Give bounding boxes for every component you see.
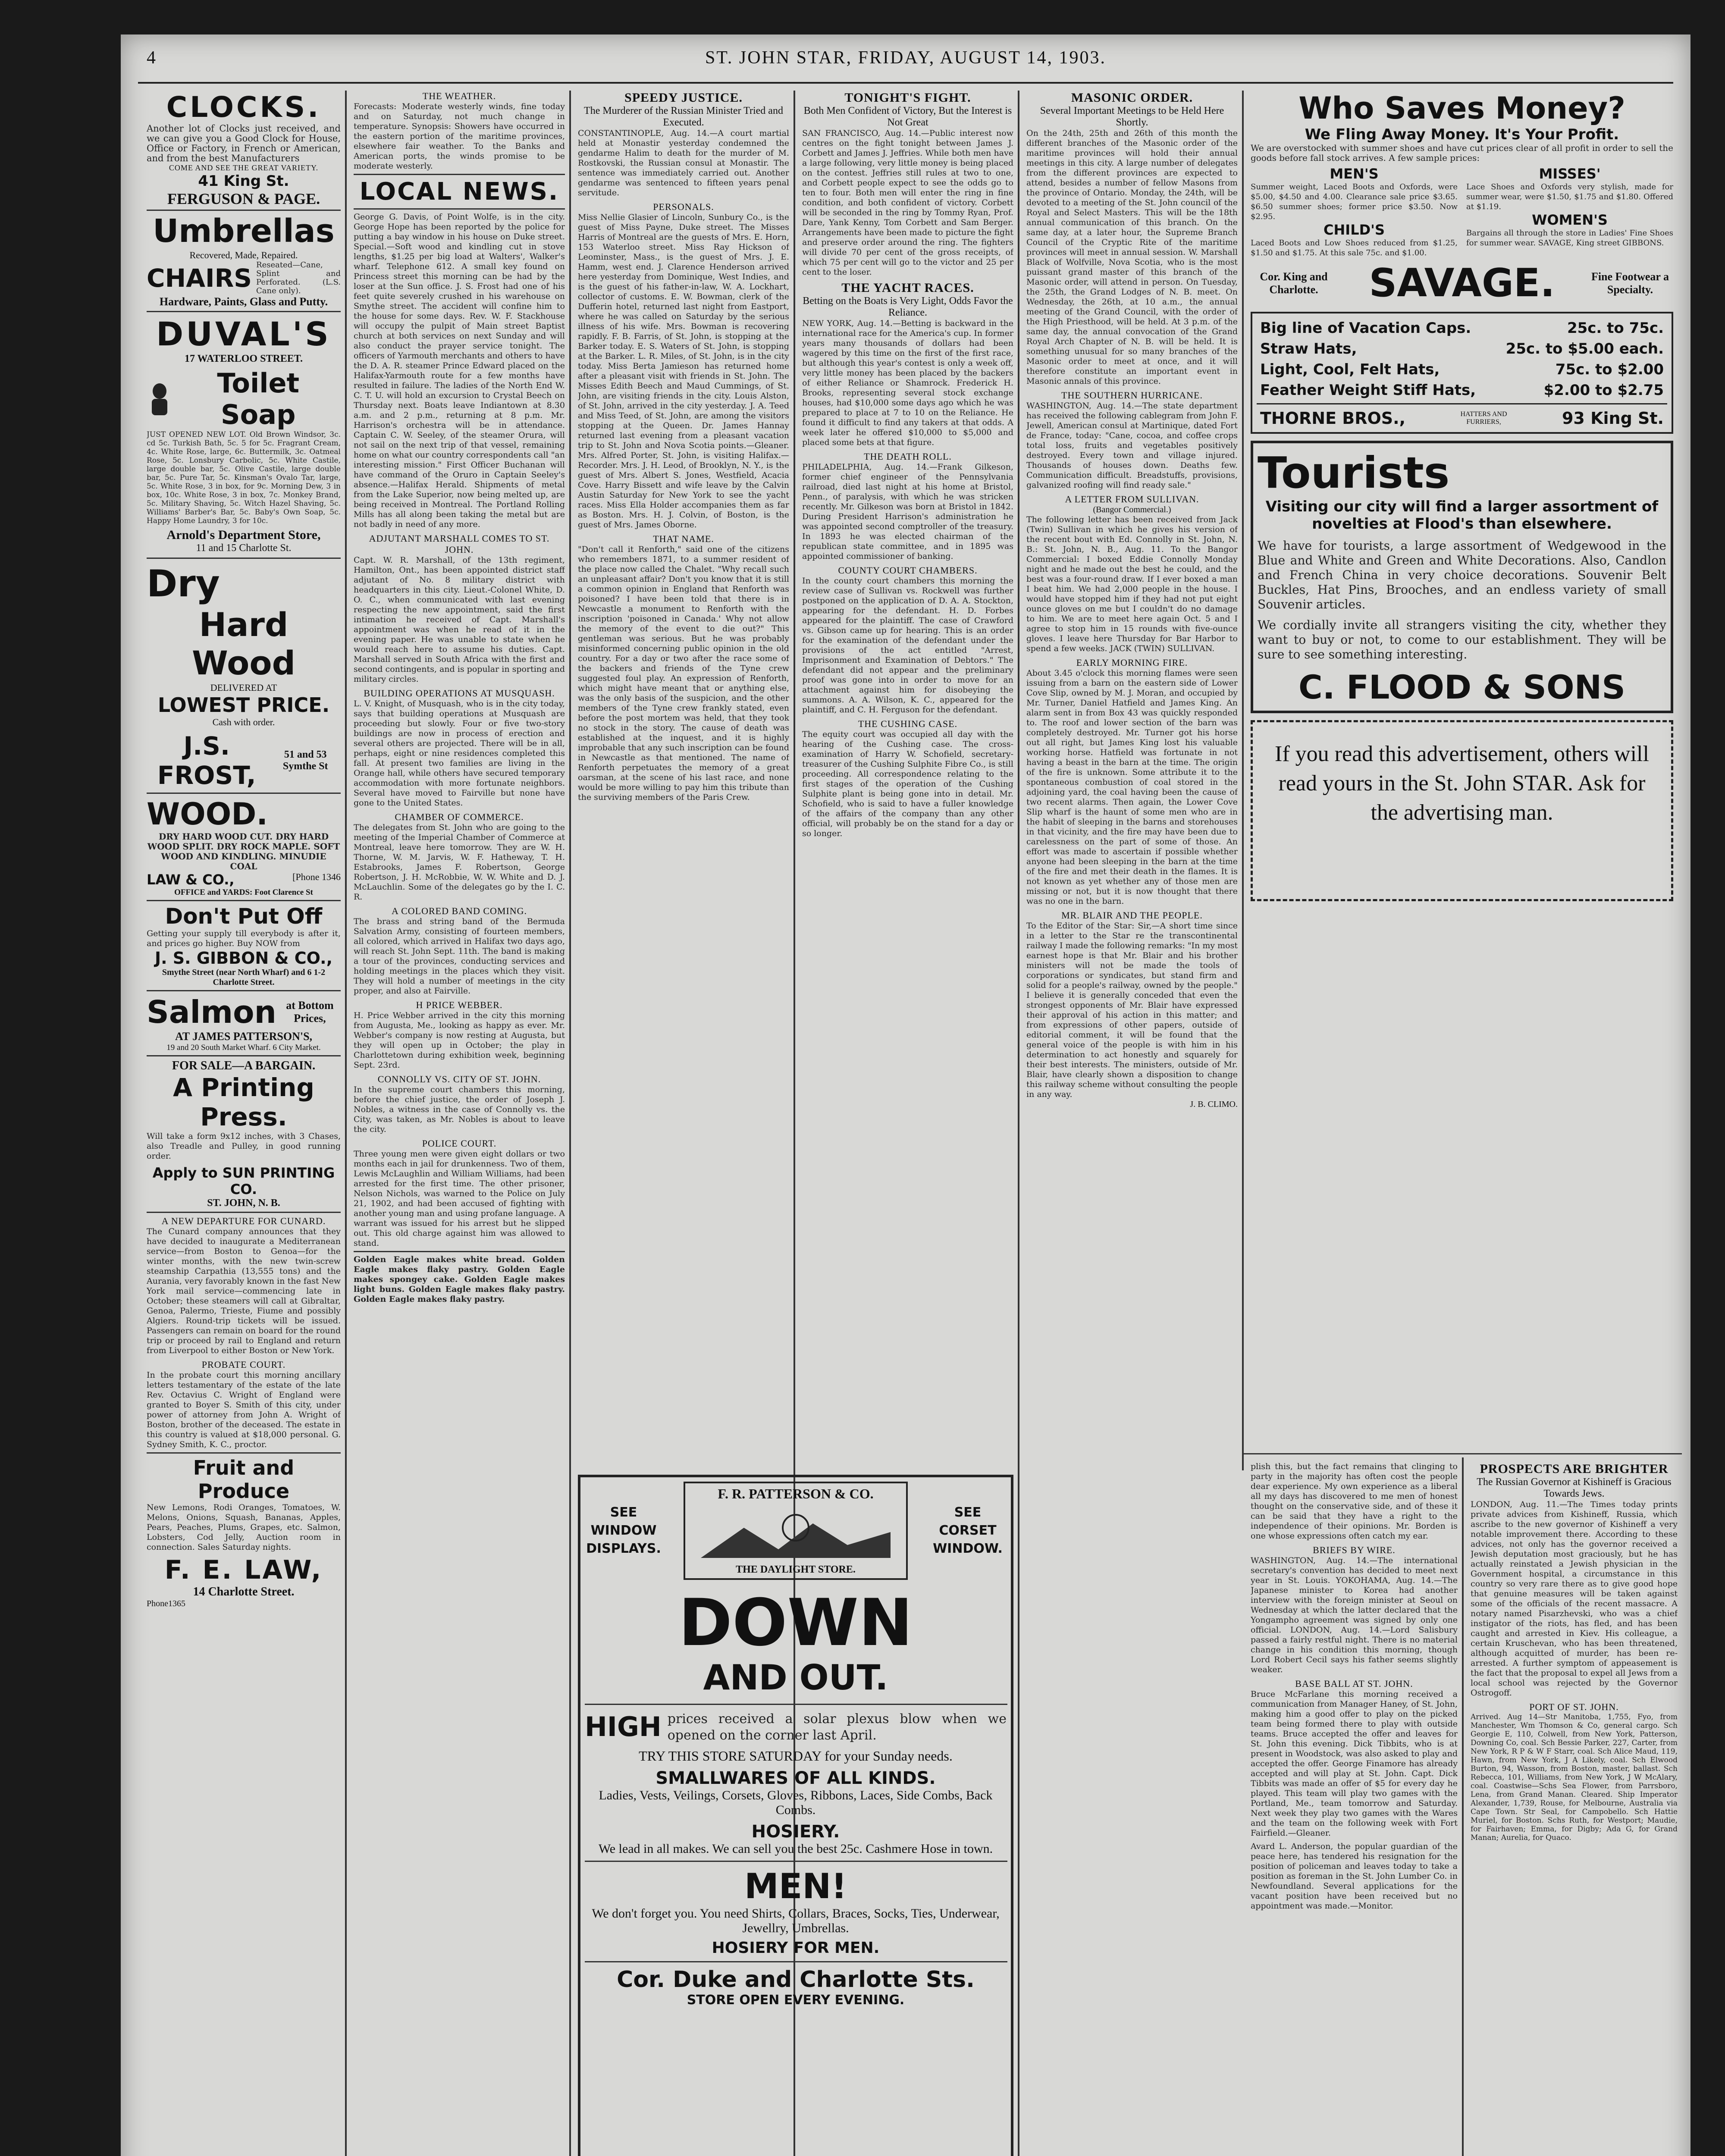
duval-address: 17 WATERLOO STREET. <box>184 353 303 364</box>
blair-continued: plish this, but the fact remains that clinging to party in the majority has often cost the people dear experience. My own experience as a liberal all my days has discovered to me men of honest thought on the conservative side, and of these it can be said that they have a right to the independence of their opinions. Mr. Borden is one whose expressions often catch my ear. <box>1251 1462 1458 1541</box>
savage-corner: Cor. King and Charlotte. <box>1260 270 1328 296</box>
chairs-title: CHAIRS <box>147 263 252 293</box>
sullivan-article: The following letter has been received from Jack (Twin) Sullivan in which he gives his version of the recent bout with Ed. Connolly in St. John, N. B.: St. John, N. B., Aug. 11. To the Bangor Commercial: I boxed Eddie Connolly Monday night and he made out the best he could, and the best was a four-round draw. If I ever boxed a man I beat him. We had 2,000 people in the house. I would have stopped him if they had not put eight ounce gloves on me but I couldn't do no damage to him. We are to meet here again Oct. 5 and I agree to stop him in 15 rounds with five-ounce gloves. I leave here Thursday for Bar Harbor to spend a few weeks. JACK (TWIN) SULLIVAN. <box>1026 515 1238 653</box>
building-headline: BUILDING OPERATIONS AT MUSQUASH. <box>364 688 555 699</box>
gibbon-address: Smythe Street (near North Wharf) and 6 1-2 Charlotte Street. <box>162 968 326 987</box>
band-article: The brass and string band of the Bermuda Salvation Army, consisting of fourteen members, all colored, which arrived in Halifax two days ago, will reach St. John Sept. 11th. The band is making a tour of the provinces, conducting services and holding meetings in the places which they visit. They will hold a number of meetings in the city proper, and also at Fairville. <box>354 917 565 996</box>
speedy-article: CONSTANTINOPLE, Aug. 14.—A court martial held at Monastir yesterday condemned the gendarme Halim to death for the murder of M. Rostkovski, the Russian consul at Monastir. The sentence was immediately carried out. Another gendarme was sentenced to fifteen years penal servitude. <box>578 128 789 197</box>
county-court-article: In the county court chambers this morning the review case of Sullivan vs. Rockwell was further postponed on the application of D. A. A. Stockton, appearing for the defendant. H. D. Forbes appeared for the plaintiff. The case of Crawford vs. Gibson came up for hearing. This is an order for the examination of the defendant under the provisions of the act entitled "Arrest, Imprisonment and Examination of Debtors." The defendant did not appear and the preliminary proof was gone into in order to move for an attachment against him for disobeying the summons. A. A. Wilson, K. C., appeared for the plaintiff, and C. H. Ferguson for the defendant. <box>802 576 1013 714</box>
flood-ad <box>1251 441 1673 713</box>
flood-name: C. FLOOD & SONS <box>1298 668 1625 706</box>
patterson-logo <box>684 1482 908 1580</box>
patterson-logo-bottom: THE DAYLIGHT STORE. <box>736 1564 856 1575</box>
divider <box>147 558 341 559</box>
column-6b-news <box>1471 1462 1678 2156</box>
hardwood-title: Hard Wood <box>192 605 295 682</box>
patterson-address: 19 and 20 South Market Wharf. 6 City Market. <box>166 1043 321 1052</box>
divider <box>585 1861 1007 1862</box>
probate-headline: PROBATE COURT. <box>201 1359 286 1370</box>
gibbon-name: J. S. GIBBON & CO., <box>154 949 333 968</box>
fight-headline: TONIGHT'S FIGHT. <box>844 91 971 105</box>
and-out-headline: AND OUT. <box>703 1658 888 1698</box>
death-roll-article: PHILADELPHIA, Aug. 14.—Frank Gilkeson, former chief engineer of the Pennsylvania railroad, died last night at his home at Bristol, Penn., of paralysis, with which he was stricken recently. Mr. Gilkeson was born at Bristol in 1842. During President Harrison's administration he was appointed second comptroller of the treasury. In 1893 he was elected chairman of the republican state committee, and in 1895 was appointed commissioner of banking. <box>802 462 1013 561</box>
misses-head: MISSES' <box>1539 166 1601 182</box>
thorne-trade: HATTERS AND FURRIERS, <box>1460 411 1507 426</box>
apply-sun: Apply to SUN PRINTING CO. <box>152 1165 335 1197</box>
flood-body-2: We cordially invite all strangers visiting the city, whether they want to buy or not, to come to our establishment. They will be sure to see something interesting. <box>1258 618 1666 661</box>
thorne-row: Feather Weight Stiff Hats, $2.00 to $2.75 <box>1260 382 1664 399</box>
thorne-row: Light, Cool, Felt Hats, 75c. to $2.00 <box>1260 361 1664 378</box>
divider <box>585 1704 1007 1705</box>
briefs-headline: BRIEFS BY WIRE. <box>1313 1545 1396 1555</box>
high-text: prices received a solar plexus blow when we opened on the corner last April. <box>667 1711 1007 1743</box>
fe-law-name: F. E. LAW, <box>164 1555 323 1585</box>
commerce-headline: CHAMBER OF COMMERCE. <box>395 812 524 822</box>
fire-headline: EARLY MORNING FIRE. <box>1076 657 1188 668</box>
toilet-soap-list: JUST OPENED NEW LOT. Old Brown Windsor, 3c. cd 5c. Turkish Bath, 5c. 5 for 5c. Fragrant Cream, 4c. White Rose, large, 6c. Buttermilk, 3c. Oatmeal Rose, 5c. Lonsbury Carbolic, 5c. White Castile, large double bar, 5c. Olive Castile, large double bar, 5c. Pure Tar, 5c. Kinsman's Ovalo Tar, large, 5c. White Rose, 3 in box, for 9c. Morning Dew, 3 in box, 10c. White Rose, 3 in box, 7c. Monkey Brand, 5c. Military Shaving, 5c. Witch Hazel Shaving, 5c. Williams' Barber's Bar, 5c. Baby's Own Soap, 5c. Happy Home Laundry, 3 for 10c. <box>147 430 341 525</box>
thorne-ad <box>1251 312 1673 434</box>
salmon-title: Salmon <box>147 994 276 1030</box>
savage-intro: We are overstocked with summer shoes and have cut prices clear of all profit in order to sell the goods before fall stock arrives. A few sample prices: <box>1251 143 1673 163</box>
lowest-price: LOWEST PRICE. <box>157 693 330 717</box>
arnold-address: 11 and 15 Charlotte St. <box>196 542 292 554</box>
divider <box>147 793 341 794</box>
top-rule <box>138 82 1673 84</box>
column-rule <box>1462 1457 1464 2156</box>
savage-tagline: We Fling Away Money. It's Your Profit. <box>1305 126 1619 143</box>
that-name-headline: THAT NAME. <box>653 533 714 544</box>
divider <box>147 1212 341 1213</box>
mens-head: MEN'S <box>1330 166 1379 182</box>
down-headline: DOWN <box>678 1586 913 1661</box>
golden-eagle-ad: Golden Eagle makes white bread. Golden Eagle makes flaky pastry. Golden Eagle makes spongey cake. Golden Eagle makes light buns. Golden Eagle makes flaky pastry. Golden Eagle makes flaky pastry. <box>354 1255 565 1304</box>
printing-press: A Printing Press. <box>173 1073 314 1131</box>
tourists-title: Tourists <box>1258 448 1450 498</box>
divider <box>354 1251 565 1252</box>
page-header: ST. JOHN STAR, FRIDAY, AUGUST 14, 1903. <box>705 48 1107 68</box>
masonic-subhead: Several Important Meetings to be Held Here Shortly. <box>1040 105 1224 128</box>
fe-law-phone: Phone1365 <box>147 1599 185 1608</box>
thorne-name: THORNE BROS., <box>1260 409 1406 428</box>
marshall-article: Capt. W. R. Marshall, of the 13th regiment, Hamilton, Ont., has been appointed district staff adjutant of No. 8 military district with headquarters in this city. Lieut.-Colonel White, D. O. C., when communicated with last evening respecting the new appointment, said the first intimation he received of Capt. Marshall's appointment was when he read of it in the evening paper. He was unable to state when he would reach here to assume his duties. Capt. Marshall served in South Africa with the first and second contingents, and is popular in sporting and military circles. <box>354 555 565 684</box>
marshall-headline: ADJUTANT MARSHALL COMES TO ST. JOHN. <box>369 533 550 555</box>
fire-article: About 3.45 o'clock this morning flames were seen issuing from a barn on the eastern side of Lower Cove Slip, owned by M. J. Moran, and occupied by Mr. Turner, Daniel Hatfield and James King. An alarm sent in from Box 43 was quickly responded to. The roof and lower section of the barn was completely destroyed. Mr. Turner got his horse out all right, but James King lost his valuable working horse. Hatfield was fortunate in not having a beast in the barn at the time. The origin of the fire is unknown. Some attribute it to the spontaneous combustion of coal stored in the adjoining yard, the coal having been the cause of two recent alarms. Then again, the Lower Cove Slip wharf is the haunt of some men who are in the habit of sleeping in the barns and storehouses in that vicinity, and the fire may have been due to carelessness on the part of some of those. An effort was made to ascertain if possible whether anyone had been sleeping in the barn at the time of the fire and met their death in the flames. It is not known as yet whether any of those men are missing or not, but it is now thought that there was no one in the barn. <box>1026 668 1238 906</box>
frost-name: J.S. FROST, <box>157 731 256 790</box>
personals-headline: PERSONALS. <box>653 201 714 212</box>
column-2-news <box>354 91 565 2156</box>
probate-article: In the probate court this morning ancillary letters testamentary of the estate of the late Rev. Octavius C. Wright of England were granted to Boyer S. Smith of this city, under power of attorney from John A. Wright of Boston, brother of the deceased. The estate in this country is valued at $18,000 personal. G. Sydney Smith, K. C., proctor. <box>147 1370 341 1449</box>
cushing-headline: THE CUSHING CASE. <box>858 718 958 729</box>
dont-put-off: Don't Put Off <box>165 904 323 929</box>
yacht-article: NEW YORK, Aug. 14.—Betting is backward in the international race for the America's cup. In former years many thousands of dollars had been wagered by this time on the first of the first race, but although this year's contest is only a week off, very little money has been placed by the backers of either Reliance or Shamrock. Frederick H. Brooks, representing several stock exchange houses, had $10,000 some days ago which he was prepared to place at 7 to 10 on the Reliance. He found it difficult to find any takers at that odds. A week later he offered $10,000 to $5,000 and placed some bets at that figure. <box>802 319 1013 447</box>
weather-headline: THE WEATHER. <box>422 91 496 101</box>
prospects-headline: PROSPECTS ARE BRIGHTER <box>1480 1462 1669 1476</box>
thorne-row: Straw Hats, 25c. to $5.00 each. <box>1260 340 1664 357</box>
police-article: Three young men were given eight dollars or two months each in jail for drunkenness. Two of them, Lewis McLaughlin and William Williams, had been arrested for the first time. The other prisoner, Nelson Nichols, was warned to the Police on July 21, 1902, and had been accused of fighting with another young man and using profane language. A warrant was issued for his arrest but he slipped out. This old charge against him was allowed to stand. <box>354 1149 565 1248</box>
store-open: STORE OPEN EVERY EVENING. <box>687 1993 905 2008</box>
fruit-produce-title: Fruit and Produce <box>193 1456 295 1503</box>
thorne-row: Big line of Vacation Caps. 25c. to 75c. <box>1260 320 1664 337</box>
blair-headline: MR. BLAIR AND THE PEOPLE. <box>1061 910 1203 921</box>
star-ad <box>1251 720 1673 901</box>
arnold-store: Arnold's Department Store, <box>166 528 321 542</box>
column-4-news <box>802 91 1013 1470</box>
dont-put-off-body: Getting your supply till everybody is after it, and prices go higher. Buy NOW from <box>147 929 341 948</box>
misses-body: Lace Shoes and Oxfords very stylish, made for summer wear, were $1.50, $1.75 and $1.80. Offered at $1.19. <box>1466 182 1673 211</box>
fe-law-address: 14 Charlotte Street. <box>193 1585 295 1598</box>
column-rule <box>569 91 571 2156</box>
printing-press-body: Will take a form 9x12 inches, with 3 Chases, also Treadle and Pulley, in good running order. <box>147 1131 341 1161</box>
patterson-name: AT JAMES PATTERSON'S, <box>175 1030 313 1043</box>
umbrellas-title: Umbrellas <box>153 213 335 250</box>
prospects-article: LONDON, Aug. 11.—The Times today prints private advices from Kishineff, Russia, which ascribe to the new governor of Kishineff a very notable improvement there. According to these advices, not only has the governor received a Jewish deputation most graciously, but he has actually reinstated a Jewish physician in the Government hospital, a circumstance in this country so very rare there as to give good hope that genuine measures will be taken against some of the officials of the recent massacre. A notary named Pisarzhevski, who was a chief instigator of the riots, has fled, and has been caught and arrested in Kiev. His colleague, a certain Kruschevan, who has been threatened, although acquitted of murder, has been re-arrested. A further symptom of appeasement is the fact that the proposal to expel all Jews from a local school was rejected by the Governor Ostrogoff. <box>1471 1500 1678 1698</box>
divider <box>585 1961 1007 1962</box>
apply-address: ST. JOHN, N. B. <box>207 1197 280 1209</box>
savage-name: SAVAGE. <box>1369 260 1555 306</box>
men-headline: MEN! <box>744 1866 847 1906</box>
flood-body-1: We have for tourists, a large assortment of Wedgewood in the Blue and White and Green and White Decorations. Also, Candlon and French China in very choice decorations. Souvenir Belt Buckles, Hat Pins, Brooches, and an endless variety of small Souvenir articles. <box>1258 539 1666 611</box>
column-rule <box>1242 91 1244 1470</box>
divider <box>147 311 341 312</box>
sunrise-icon <box>692 1502 899 1562</box>
cushing-article: The equity court was occupied all day with the hearing of the Cushing case. The cross-examination of Harry W. Schofield, secretary-treasurer of the Cushing Sulphite Fibre Co., is still proceeding. All correspondence relating to the first stages of the operation of the Cushing Sulphite plant is being gone into in detail. Mr. Schofield, who is said to have a fuller knowledge of the affairs of the company than any other official, will probably be on the stand for a day or so longer. <box>802 730 1013 838</box>
building-article: L. V. Knight, of Musquash, who is in the city today, says that building operations at Musquash are proceeding but slowly. Four or five two-story buildings are now in process of erection and several others are projected. There will be in all, perhaps, eight or nine residences completed this fall. At present two families are living in the Orange hall, while others have secured temporary accommodation with more fortunate neighbors. Several have moved to Fairville but none have gone to the United States. <box>354 699 565 808</box>
port-headline: PORT OF ST. JOHN. <box>1529 1702 1619 1712</box>
dry-title: Dry <box>147 562 220 605</box>
soap-figure-icon <box>147 382 172 416</box>
death-roll-headline: THE DEATH ROLL. <box>864 451 952 462</box>
patterson-corner: Cor. Duke and Charlotte Sts. <box>617 1967 975 1993</box>
womens-body: Bargains all through the store in Ladies' Fine Shoes for summer wear. SAVAGE, King street GIBBONS. <box>1466 229 1673 248</box>
patterson-ad <box>578 1475 1013 2156</box>
smallwares-list: Ladies, Vests, Veilings, Corsets, Gloves, Ribbons, Laces, Side Combs, Back Combs. <box>599 1788 993 1817</box>
corset-window: SEE CORSET WINDOW. <box>933 1505 1003 1556</box>
hurricane-article: WASHINGTON, Aug. 14.—The state department has received the following cablegram from John F. Jewell, American consul at Martinique, dated Fort de France, today: "Cane, cocoa, and coffee crops total loss, fruits and vegetables positively destroyed. Every town and village injured. Thousands of houses down. Deaths few. Communication difficult. Breadstuffs, provisions, galvanized roofing will find ready sale." <box>1026 401 1238 490</box>
county-court-headline: COUNTY COURT CHAMBERS. <box>838 565 978 576</box>
savage-specialty: Fine Footwear a Specialty. <box>1591 270 1669 296</box>
briefs-article: WASHINGTON, Aug. 14.—The international secretary's convention has decided to meet next year in St. Louis. YOKOHAMA, Aug. 14.—The Japanese minister to Korea had another interview with the foreign minister at Seoul on Wednesday at which the latter declared that the Yongampho agreement was signed by only one official. LONDON, Aug. 14.—Lord Salisbury passed a fairly restful night. There is no material change in his condition this morning, though Lord Robert Cecil says his father seems slightly weaker. <box>1251 1556 1458 1674</box>
sullivan-headline: A LETTER FROM SULLIVAN. <box>1065 494 1199 505</box>
sullivan-source: (Bangor Commercial.) <box>1093 505 1171 514</box>
divider <box>147 1055 341 1056</box>
column-rule <box>345 91 347 2156</box>
column-5-news <box>1026 91 1238 2156</box>
toilet-soap-title: Toilet Soap <box>217 367 300 430</box>
page-folio <box>121 34 1690 78</box>
chairs-sub: Reseated—Cane, Splint and Perforated. (L.S. Cane only). <box>256 260 341 295</box>
window-displays: SEE WINDOW DISPLAYS. <box>586 1505 661 1556</box>
fight-article: SAN FRANCISCO, Aug. 14.—Public interest now centres on the fight tonight between James J. Corbett and James J. Jeffries. While both men have a large following, very little money is being placed on the contest. Jeffries still rules at two to one, and Corbett people expect to see the odds go to ten to four. Both men will enter the ring in fine condition, and both confident of victory. Corbett will be seconded in the ring by Tommy Ryan, Prof. Dare, Yank Kenny, Tom Corbett and Sam Berger. Arrangements have been made to picture the fight and preserve order around the ring. The fighters will divide 70 per cent of the gross receipts, of which 75 per cent will go to the victor and 25 per cent to the loser. <box>802 128 1013 277</box>
that-name-article: "Don't call it Renforth," said one of the citizens who remembers 1871, to a summer resident of the place now called the Chalet. "Why recall such an unpleasant affair? Don't you know that it is still a common opinion in England that Renforth was poisoned? I have been told that there is in Newcastle a monument to Renforth with the inscription 'poisoned in Canada.' Why not allow the memory of the event to die out?" This gentleman was serious. But he was probably misinformed concerning public opinion in the old country. For a day or two after the race some of the backers and friends of the Tyne crew suggested foul play. An expression of Renforth, which might have meant that or anything else, was the only basis of the suspicion, and the other members of the Tyne crew frankly stated, even before the post mortem was held, that they took no stock in the story. The cause of death was established at the inquest, and it is highly improbable that any such inscription can be found in Newcastle as that mentioned. The name of Renforth perpetuates the memory of a great oarsman, at the scene of his last race, and none would be more willing to pay him this tribute than the surviving members of the Paris Crew. <box>578 545 789 802</box>
fight-subhead: Both Men Confident of Victory, But the Interest is Not Great <box>803 105 1012 128</box>
weather-article: Forecasts: Moderate westerly winds, fine today and on Saturday, not much change in temperature. Synopsis: Showers have occurred in the eastern portion of the maritime provinces, elsewhere fair weather. To the Banks and American ports, the winds promise to be moderate westerly. <box>354 102 565 171</box>
yacht-headline: THE YACHT RACES. <box>841 281 974 295</box>
webber-headline: H PRICE WEBBER. <box>416 1000 503 1010</box>
speedy-subhead: The Murderer of the Russian Minister Tried and Executed. <box>584 105 783 128</box>
patterson-logo-top: F. R. PATTERSON & CO. <box>718 1486 874 1501</box>
salmon-prices: at Bottom Prices, <box>286 999 334 1025</box>
band-headline: A COLORED BAND COMING. <box>391 906 527 916</box>
high-word: HIGH <box>585 1711 662 1742</box>
hosiery-for-men: HOSIERY FOR MEN. <box>712 1939 880 1957</box>
webber-article: H. Price Webber arrived in the city this morning from Augusta, Me., looking as happy as ever. Mr. Webber's company is now resting at Augusta, but they will open up in October; the play in Charlottetown during exhibition week, beginning Sept. 23rd. <box>354 1011 565 1070</box>
hurricane-headline: THE SOUTHERN HURRICANE. <box>1061 390 1203 401</box>
hosiery-body: We lead in all makes. We can sell you the best 25c. Cashmere Hose in town. <box>598 1842 993 1856</box>
blair-article: To the Editor of the Star: Sir,—A short time since in a letter to the Star re the transcontinental railway I made the following remarks: "In my most earnest hope is that Mr. Blair and his brother ministers will not be made the tools of corporations or syndicates, but stand firm and solid for a people's railway, owned by the people." I believe it is generally conceded that even the strongest opponents of Mr. Blair have expressed their approval of his action in this matter; and from expressions of other papers, outside of editorial comment, it will be found that the general voice of the people is with him in his determination to act honestly and squarely for their best interests. The ministers, outside of Mr. Blair, have clearly shown a disposition to change this railway scheme without consulting the people in any way. <box>1026 921 1238 1099</box>
local-news-body: George G. Davis, of Point Wolfe, is in the city. George Hope has been reported by the police for putting a bay window in his house on Duke street. Special.—Soft wood and kindling cut in stove lengths, $1.25 per big load at Walters', Walker's wharf. Telephone 612. A small key found on Princess street this morning can be had by the loser at the Sun office. J. S. Frost had one of his feet quite severely crushed in his warehouse on Smythe street. The accident will confine him to the house for some days. Rev. W. F. Stackhouse will occupy the pulpit of Main street Baptist church at both services on next Sunday and will also conduct the prayer service tonight. The officers of Yarmouth merchants and others to have the D. A. R. steamer Prince Edward placed on the Halifax-Yarmouth route for a few months have resulted in failure. The ladies of the North End W. C. T. U. will hold an excursion to Crystal Beech on Thursday next. Boats leave Indiantown at 8.30 a.m. and 2 p.m., returning at 8 p.m. Mr. Harrison's orchestra will be in attendance. Captain C. W. Seeley, of the steamer Orura, will not sail on the next trip of that vessel, remaining home on what our country correspondents call "an interesting mission." First Officer Buchanan will have command of the Oruro in Captain Seeley's absence.—Halifax Herald. Shipments of metal from the Lake Superior, now being melted up, are being received in Montreal. The Portland Rolling Mills has all along been taking the metal but are not badly in need of any more. <box>354 212 565 529</box>
womens-head: WOMEN'S <box>1532 212 1608 228</box>
hardwood-sub: DELIVERED AT <box>210 682 277 693</box>
thorne-address: 93 King St. <box>1562 409 1664 428</box>
tourists-tagline: Visiting our city will find a larger assortment of novelties at Flood's than elsewhere. <box>1265 498 1659 533</box>
childs-head: CHILD'S <box>1324 222 1385 238</box>
umbrellas-sub: Recovered, Made, Repaired. <box>189 250 298 260</box>
smallwares: SMALLWARES OF ALL KINDS. <box>656 1768 936 1788</box>
clocks-body: Another lot of Clocks just received, and we can give you a Good Clock for House, Office or Factory, in French or American, and from the best Manufacturers <box>147 123 341 163</box>
cunard-article: The Cunard company announces that they have decided to inaugurate a Mediterranean service—from Boston to Genoa—for the winter months, with the new twin-screw steamship Carpathia (13,555 tons) and the Aurania, very favorably known in the fast New York mail service—commencing late in October; these steamers will call at Gibraltar, Genoa, Palermo, Trieste, Fiume and possibly Algiers. Round-trip tickets will be issued. Passengers can remain on board for the round trip or proceed by rail to England and return from Liverpool to either Boston or New York. <box>147 1227 341 1355</box>
divider <box>1242 1453 1682 1454</box>
childs-body: Laced Boots and Low Shoes reduced from $1.25, $1.50 and $1.75. At this sale 75c. and $1.00. <box>1251 238 1458 257</box>
prospects-subhead: The Russian Governor at Kishineff is Gracious Towards Jews. <box>1477 1476 1672 1499</box>
try-store: TRY THIS STORE SATURDAY for your Sunday needs. <box>639 1748 953 1764</box>
wood-title: WOOD. <box>147 796 268 832</box>
men-body: We don't forget you. You need Shirts, Collars, Braces, Socks, Ties, Underwear, Jewellry, Umbrellas. <box>592 1906 1000 1935</box>
column-1-ads <box>147 91 341 2156</box>
duval-title: DUVAL'S <box>156 315 331 353</box>
divider <box>354 174 565 175</box>
clocks-sub: COME AND SEE THE GREAT VARIETY. <box>169 163 319 172</box>
masonic-article: On the 24th, 25th and 26th of this month the different branches of the Masonic order of the maritime provinces will hold their annual meetings in this city. A large number of delegates from the different provinces are expected to attend, besides a number of fellow Masons from the province of Ontario. Monday, the 24th, will be devoted to a meeting of the St. John council of the Royal and Select Masters. This will be the 18th annual communication of this branch. On the same day, at a later hour, the Supreme Branch Council of the Cryptic Rite of the maritime provinces will meet in annual session. W. Marshall Black of Wolfville, Nova Scotia, who is the most puissant grand master of this branch of the Masonic order, will attend in person. On Tuesday, the 25th, the Grand Lodges of N. B. meet. On Wednesday, the 26th, at 10 a.m., the annual meeting of the Grand Council, with the order of the High Priesthood, will be held. At 3 p.m. of the same day, the annual convocation of the Grand Royal Arch Chapter of N. B. will be held. It is something unusual for so many branches of the Masonic order to meet at once, and it will therefore constitute an important event in Masonic annals of this province. <box>1026 128 1238 386</box>
divider <box>147 1452 341 1454</box>
divider <box>147 210 341 211</box>
wood-body: DRY HARD WOOD CUT. DRY HARD WOOD SPLIT. DRY ROCK MAPLE. SOFT WOOD AND KINDLING. MINUDIE COAL <box>147 831 340 871</box>
masonic-headline: MASONIC ORDER. <box>1071 91 1193 105</box>
fruit-produce-body: New Lemons, Rodi Oranges, Tomatoes, W. Melons, Onions, Squash, Bananas, Apples, Pears, Peaches, Plums, Grapes, etc. Salmon, Lobsters, Cod Jelly, Auction room in connection. Sales Saturday nights. <box>147 1503 341 1552</box>
commerce-article: The delegates from St. John who are going to the meeting of the Imperial Chamber of Commerce at Montreal, leave here tomorrow. They are W. H. Thorne, W. M. Jarvis, W. F. Hatheway, T. H. Estabrooks, James F. Robertson, George Robertson, J. H. McRobbie, W. W. White and D. J. McLauchlin. Some of the delegates go by the I. C. R. <box>354 823 565 902</box>
column-rule <box>1018 91 1019 2156</box>
clocks-title: CLOCKS. <box>166 91 321 124</box>
law-co: LAW & CO., <box>147 871 235 888</box>
law-address: OFFICE and YARDS: Foot Clarence St <box>174 888 313 897</box>
local-news-title: LOCAL NEWS. <box>359 178 559 206</box>
newspaper-page <box>121 34 1690 2156</box>
yacht-subhead: Betting on the Boats is Very Light, Odds Favor the Reliance. <box>803 295 1013 318</box>
speedy-headline: SPEEDY JUSTICE. <box>624 91 743 105</box>
cunard-headline: A NEW DEPARTURE FOR CUNARD. <box>161 1216 326 1226</box>
police-headline: POLICE COURT. <box>422 1138 497 1149</box>
column-6a-news <box>1251 1462 1458 2156</box>
hosiery: HOSIERY. <box>751 1822 840 1842</box>
savage-ad <box>1251 91 1673 306</box>
divider <box>354 208 565 210</box>
port-article: Arrived. Aug 14—Str Manitoba, 1,755, Fyo, from Manchester, Wm Thomson & Co, general cargo. Sch Georgie E, 110, Colwell, from New York, Patterson, Downing Co, coal. Sch Bessie Parker, 227, Carter, from New York, R P & W F Starr, coal. Sch Alice Maud, 119, Hawn, from New York, J A Likely, coal. Sch Elwood Burton, 94, Wasson, from Boston, master, ballast. Sch Rebecca, 101, Williams, from New York, J W McAlary, coal. Coastwise—Schs Sea Flower, from Parrsboro, Lena, from Grand Manan. Cleared. Ship Imperator Alexander, 1,739, Rouse, for Melbourne, Australia via Cape Town. Str Seal, for Campobello. Sch Hattie Muriel, for Boston. Schs Ruth, for Westport; Maudie, for Fairhaven; Emma, for Digby; Ada G, for Grand Manan; Aurelia, for Quaco. <box>1471 1713 1678 1842</box>
clocks-address: 41 King St. <box>198 172 289 190</box>
blair-signature: J. B. CLIMO. <box>1190 1100 1238 1109</box>
savage-title: Who Saves Money? <box>1298 91 1625 126</box>
mens-body: Summer weight, Laced Boots and Oxfords, were $5.00, $4.50 and 4.00. Clearance sale price $3.65. $6.50 summer shoes; former price $3.50. Now $2.95. <box>1251 182 1458 221</box>
divider <box>147 990 341 991</box>
cash-with-order: Cash with order. <box>212 717 275 727</box>
law-phone: [Phone 1346 <box>292 871 341 882</box>
hardware-line: Hardware, Paints, Glass and Putty. <box>159 295 328 308</box>
connolly-article: In the supreme court chambers this morning, before the chief justice, the order of Joseph J. Nobles, a witness in the case of Connolly vs. the City, was taken, as Mr. Nobles is about to leave the city. <box>354 1085 565 1134</box>
column-3-news <box>578 91 789 1470</box>
right-ads <box>1251 91 1673 1470</box>
baseball-headline: BASE BALL AT ST. JOHN. <box>1295 1678 1413 1689</box>
frost-address: 51 and 53 Symthe St <box>282 749 328 772</box>
star-ad-text: If you read this advertisement, others will read yours in the St. John STAR. Ask for the advertising man. <box>1275 742 1649 825</box>
personals-article: Miss Nellie Glasier of Lincoln, Sunbury Co., is the guest of Miss Payne, Duke street. The Misses Harris of Montreal are the guests of Mrs. E. Horn, 153 Waterloo street. Miss Ray Hickson of Leominster, Mass., is the guest of Mrs. J. E. Hamm, west end. J. Clarence Henderson arrived here yesterday from Dominique, West Indies, and is the guest of his father-in-law, W. A. Lockhart, collector of customs. E. W. Bowman, clerk of the Dufferin hotel, returned last night from Eastport, where he was called on Saturday by the serious illness of his wife. Mrs. Bowman is recovering rapidly. F. B. Farris, of St. John, is stopping at the Barker today. E. S. Waters of St. John, is stopping at the Barker. L. R. Miles, of St. John, is in the city today. Miss Berta Jamieson has returned home after a pleasant visit with friends in St. John. The Misses Edith Beech and Maud Cummings, of St. John, are visiting friends in the city. Louis Alston, of St. John, arrived in the city yesterday. J. A. Teed and Miss Teed, of St. John, are among the visitors stopping at the Queen. Dr. James Hannay returned last evening from a pleasant vacation trip to St. John and Nova Scotia points.—Gleaner. Mrs. Alfred Porter, St. John, is visiting Halifax.—Recorder. Mrs. J. H. Leod, of Brooklyn, N. Y., is the guest of Mrs. Albert S. Jones, Westfield, Acacia Cove. Harry Bissett and wife leave by the Calvin Austin Saturday for New York to see the yacht races. Miss Ella Holder accompanies them as far as Boston. Mrs. H. J. Colvin, of Boston, is the guest of Mrs. James Oborne. <box>578 213 789 530</box>
for-sale: FOR SALE—A BARGAIN. <box>172 1059 316 1072</box>
baseball-article: Bruce McFarlane this morning received a communication from Manager Haney, of St. John, making him a good offer to play on the picked team being formed there to play with outside teams. Bruce accepted the offer and leaves for St. John this evening. Dick Tibbits, who is at present in Woodstock, was also asked to play and accepted the offer. George Finamore has already accepted and will play at St. John. Capt. Dick Tibbits was made an offer of $5 for every day he played. This team will play two games with the Portland, Me., team tomorrow and Saturday. Next week they play two games with the Wares and the team on the following week with Fort Fairfield.—Gleaner. <box>1251 1689 1458 1838</box>
connolly-headline: CONNOLLY VS. CITY OF ST. JOHN. <box>377 1074 541 1084</box>
anderson-article: Avard L. Anderson, the popular guardian of the peace here, has tendered his resignation for the position of policeman and leaves today to take a position as foreman in the St. John Lumber Co. in Newfoundland. Several applications for the vacant position have been received but no appointment was made.—Monitor. <box>1251 1842 1458 1911</box>
divider <box>147 900 341 901</box>
page-number: 4 <box>147 48 157 68</box>
ferguson-page: FERGUSON & PAGE. <box>167 190 320 207</box>
